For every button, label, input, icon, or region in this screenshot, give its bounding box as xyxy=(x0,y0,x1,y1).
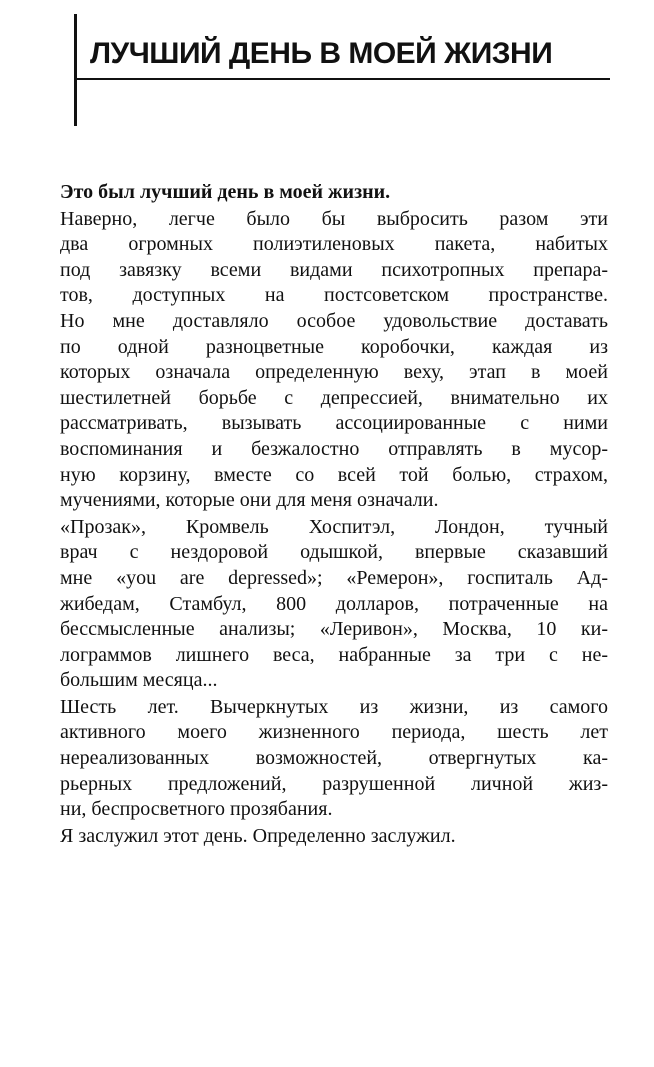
text-line: тов, доступных на постсоветском пространстве. xyxy=(60,284,608,307)
text-line: рассматривать, вызывать ассоциированные с ними xyxy=(60,412,608,435)
text-line: Это был лучший день в моей жизни. xyxy=(60,181,391,203)
text-line: нереализованных возможностей, отвергнутых ка- xyxy=(60,747,608,770)
text-line: жибедам, Стамбул, 800 долларов, потраченные на xyxy=(60,592,608,615)
paragraph xyxy=(60,515,608,694)
text-line: Но мне доставляло особое удовольствие доставать xyxy=(60,309,608,332)
header-vertical-rule xyxy=(74,14,77,126)
text-line: «Прозак», Кромвель Хоспитэл, Лондон, тучный xyxy=(60,515,608,538)
body-text xyxy=(60,180,608,850)
header-horizontal-rule xyxy=(74,78,610,80)
text-line: шестилетней борьбе с депрессией, внимательно их xyxy=(60,386,608,409)
text-line: врач с нездоровой одышкой, впервые сказавший xyxy=(60,541,608,564)
text-line: Наверно, легче было бы выбросить разом эти xyxy=(60,207,608,230)
text-line: воспоминания и безжалостно отправлять в мусор- xyxy=(60,437,608,460)
text-line: Я заслужил этот день. Определенно заслужил. xyxy=(60,824,456,847)
text-line: бессмысленные анализы; «Леривон», Москва, 10 ки- xyxy=(60,618,608,641)
paragraph xyxy=(60,207,608,514)
text-line: большим месяца... xyxy=(60,669,218,692)
text-line: по одной разноцветные коробочки, каждая из xyxy=(60,335,608,358)
text-line: Шесть лет. Вычеркнутых из жизни, из самого xyxy=(60,695,608,718)
text-line: рьерных предложений, разрушенной личной жиз- xyxy=(60,772,608,795)
text-line: ни, беспросветного прозябания. xyxy=(60,798,333,821)
text-line: два огромных полиэтиленовых пакета, набитых xyxy=(60,233,608,256)
text-line: мучениями, которые они для меня означали. xyxy=(60,489,439,512)
paragraph xyxy=(60,180,608,206)
chapter-title: ЛУЧШИЙ ДЕНЬ В МОЕЙ ЖИЗНИ xyxy=(90,37,553,70)
text-line: активного моего жизненного периода, шесть лет xyxy=(60,721,608,744)
text-line: под завязку всеми видами психотропных препара- xyxy=(60,258,608,281)
text-line: которых означала определенную веху, этап в моей xyxy=(60,361,608,384)
text-line: мне «you are depressed»; «Ремерон», госпиталь Ад- xyxy=(60,566,608,589)
paragraph xyxy=(60,695,608,823)
text-line: лограммов лишнего веса, набранные за три с не- xyxy=(60,643,608,666)
paragraph xyxy=(60,824,608,850)
text-line: ную корзину, вместе со всей той болью, страхом, xyxy=(60,463,608,486)
